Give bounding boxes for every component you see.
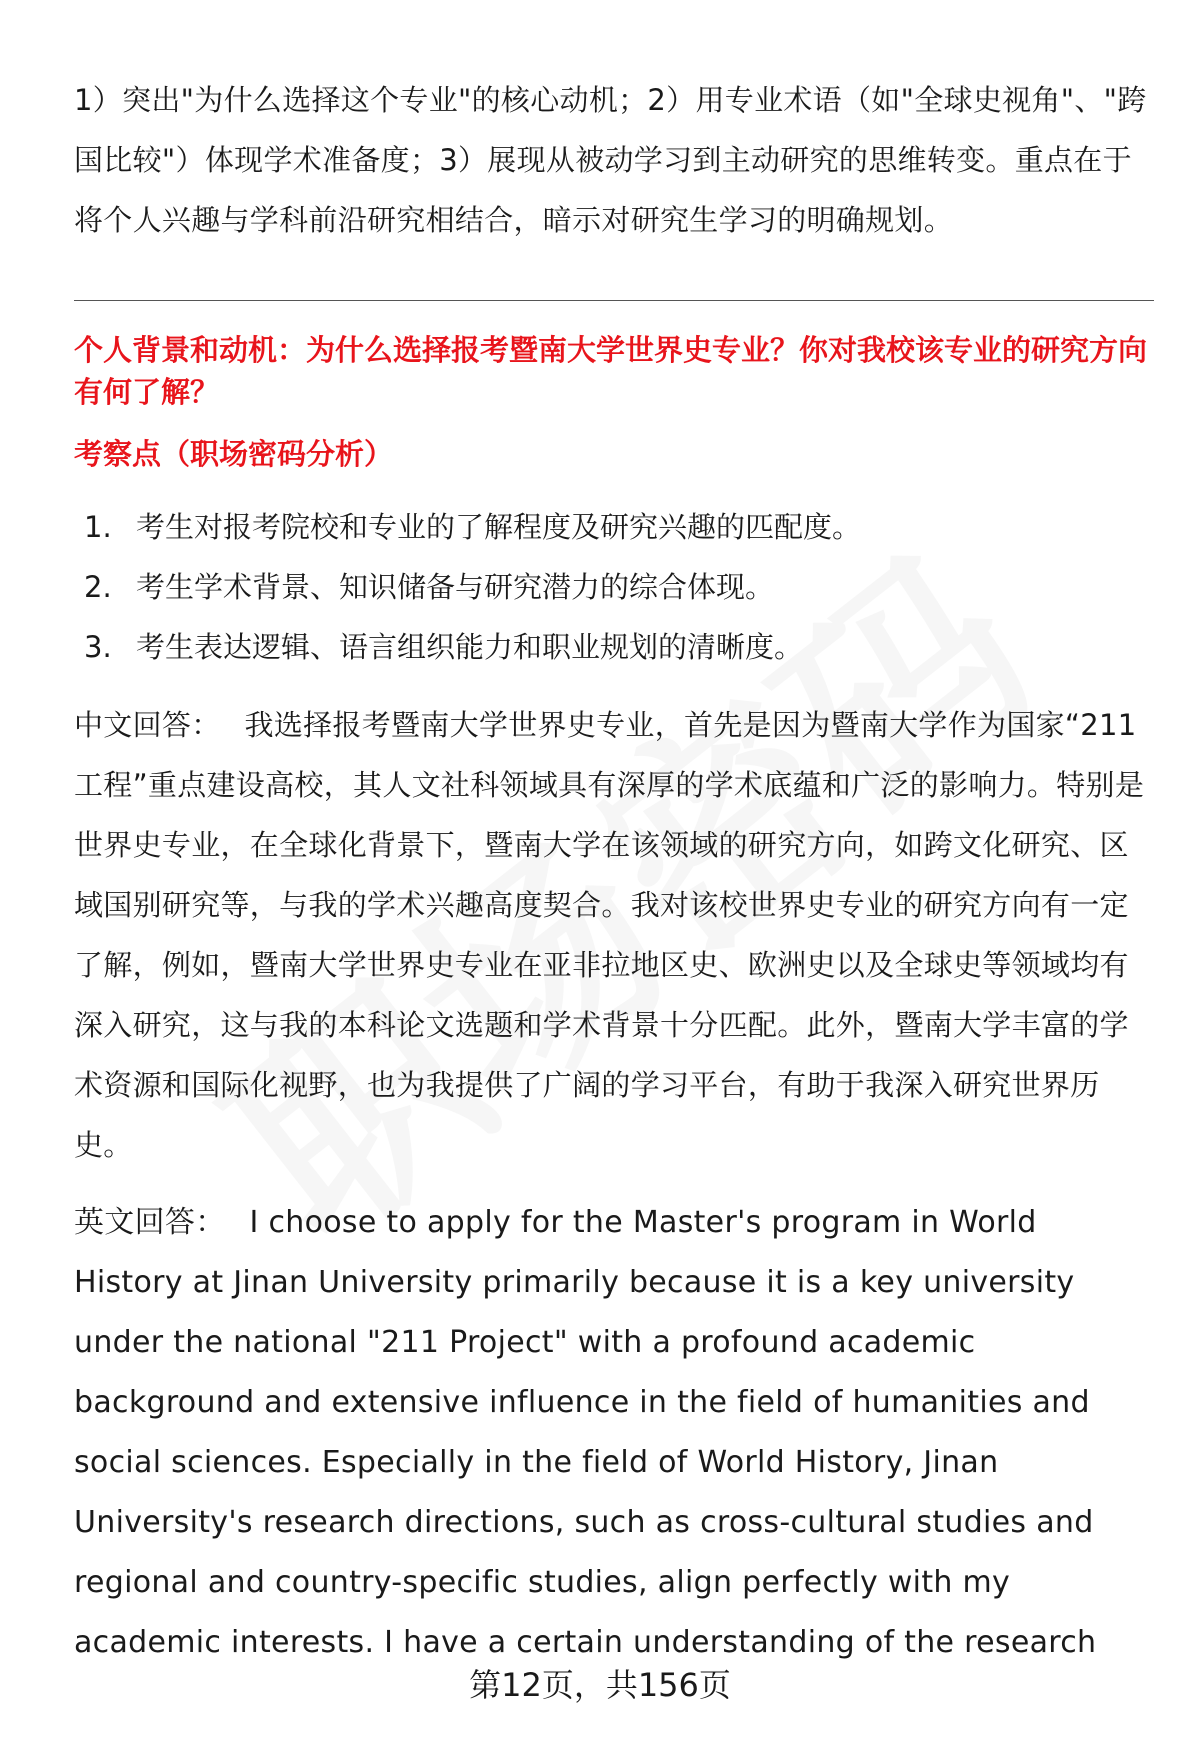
chinese-answer-text: 我选择报考暨南大学世界史专业，首先是因为暨南大学作为国家“211工程”重点建设高校，其人文社科领域具有深厚的学术底蕴和广泛的影响力。特别是世界史专业，在全球化背景下，暨南大学在该领域的研究方向，如跨文化研究、区域国别研究等，与我的学术兴趣高度契合。我对该校世界史专业的研究方向有一定了解，例如，暨南大学世界史专业在亚非拉地区史、欧洲史以及全球史等领域均有深入研究，这与我的本科论文选题和学术背景十分匹配。此外，暨南大学丰富的学术资源和国际化视野，也为我提供了广阔的学习平台，有助于我深入研究世界历史。 bbox=[74, 708, 1145, 1162]
english-answer-text: I choose to apply for the Master's program in World History at Jinan University primarily because it is a key university under the national "211 Project" with a profound academic background and extensive influence in the field of humanities and social sciences. Especially in the field of World History, Jinan University's research directions, such as cross-cultural studies and regional and country-specific studies, align perfectly with my academic interests. I have a certain understanding of the research bbox=[74, 1205, 1097, 1660]
list-item-text: 考生学术背景、知识储备与研究潜力的综合体现。 bbox=[136, 570, 775, 604]
document-page bbox=[74, 70, 1154, 1673]
list-item bbox=[74, 617, 1154, 677]
list-item-text: 考生对报考院校和专业的了解程度及研究兴趣的匹配度。 bbox=[136, 510, 862, 544]
page-number-footer: 第12页，共156页 bbox=[469, 1666, 731, 1704]
list-item-text: 考生表达逻辑、语言组织能力和职业规划的清晰度。 bbox=[136, 630, 804, 664]
assessment-points-list bbox=[74, 497, 1154, 677]
list-item-number: 1. bbox=[84, 510, 112, 544]
english-answer-label: 英文回答： bbox=[74, 1205, 226, 1240]
english-answer bbox=[74, 1193, 1154, 1673]
list-item-number: 2. bbox=[84, 570, 112, 604]
section-divider bbox=[74, 300, 1154, 301]
list-item bbox=[74, 557, 1154, 617]
chinese-answer bbox=[74, 695, 1154, 1175]
chinese-answer-label: 中文回答： bbox=[74, 708, 221, 742]
question-title: 个人背景和动机：为什么选择报考暨南大学世界史专业？你对我校该专业的研究方向有何了解？ bbox=[74, 333, 1148, 409]
assessment-points-heading: 考察点（职场密码分析） bbox=[74, 437, 394, 471]
intro-paragraph: 1）突出"为什么选择这个专业"的核心动机；2）用专业术语（如"全球史视角"、"跨国比较"）体现学术准备度；3）展现从被动学习到主动研究的思维转变。重点在于将个人兴趣与学科前沿研究相结合，暗示对研究生学习的明确规划。 bbox=[74, 83, 1147, 237]
list-item bbox=[74, 497, 1154, 557]
list-item-number: 3. bbox=[84, 630, 112, 664]
